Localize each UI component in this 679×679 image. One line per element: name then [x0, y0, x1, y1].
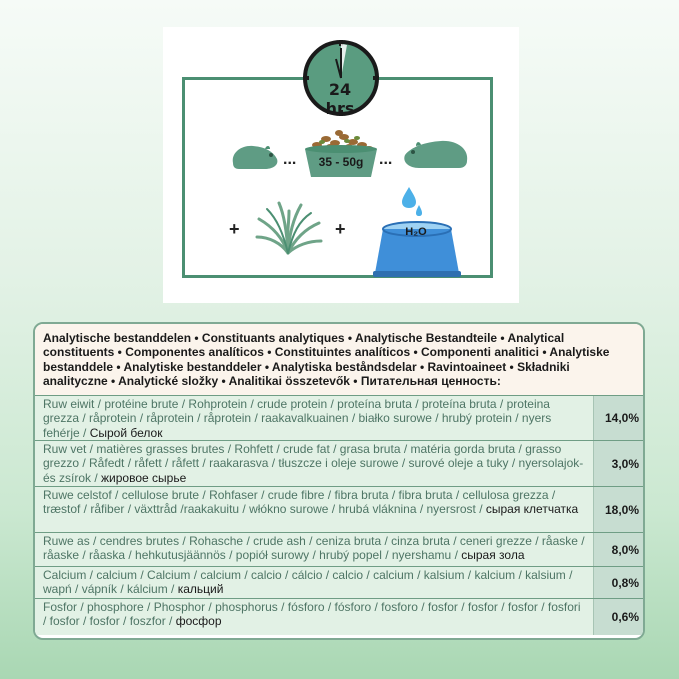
- row-value: 0,8%: [593, 567, 643, 598]
- plus-sign: +: [229, 219, 240, 239]
- row-value: 0,6%: [593, 599, 643, 635]
- row-label-ru: жировое сырье: [101, 470, 187, 485]
- plus-sign: +: [335, 219, 346, 239]
- row-value: 14,0%: [593, 396, 643, 440]
- table-row: [35, 486, 643, 532]
- row-label: Ruwe celstof / cellulose brute / Rohfaser / crude fibre / fibra bruta / fibra bruta / cellulosa grezza / træstof / råfiber / växttråd /raakakuitu / włókno surowe / hrubá vláknina / nyersrost /: [43, 488, 556, 517]
- row-label-ru: Сырой белок: [89, 425, 163, 440]
- row-label-ru: кальций: [177, 582, 224, 597]
- row-value: 8,0%: [593, 533, 643, 566]
- table-row: [35, 598, 643, 635]
- table-row: [35, 395, 643, 440]
- analytical-constituents-table: [33, 322, 645, 640]
- table-row: [35, 532, 643, 566]
- row-value: 18,0%: [593, 487, 643, 532]
- row-label-ru: фосфор: [175, 614, 222, 629]
- row-label: Ruw vet / matières grasses brutes / Rohfett / crude fat / grasa bruta / matéria gorda bruta / grasso grezzo / Råfedt / råfett / råfett / raakarasva / tłuszcze i oleje surowe / surové oleje a tuky / nyersolajok- és zsírok /: [43, 442, 584, 485]
- row-label-ru: сырая клетчатка: [485, 502, 579, 517]
- feeding-guide-panel: [163, 27, 519, 303]
- row-label-ru: сырая зола: [461, 548, 525, 563]
- table-row: [35, 566, 643, 598]
- water-drop-icon: [402, 187, 416, 208]
- dots-right: ...: [379, 151, 393, 168]
- guinea-pig-icon: [229, 141, 281, 173]
- row-label: Fosfor / phosphore / Phosphor / phosphorus / fósforo / fósforo / fosforo / fosfor / fosfor / fosfor / fosfori / fosfor / fosfor / foszfor /: [43, 600, 581, 629]
- table-header: Analytische bestanddelen • Constituants analytiques • Analytische Bestandteile • Analytical constituents • Componentes analíticos • Constituintes analíticos • Componenti analitici • Analytiske bestanddele • Analytiske bestanddeler • Analytiska beståndsdelar • Ravintoaineet • Składniki analityczne • Analytické složky • Analitikai összetevők • Питательная ценность:: [35, 324, 643, 395]
- dots-left: ...: [283, 151, 297, 168]
- row-label: Ruw eiwit / protéine brute / Rohprotein / crude protein / proteína bruta / proteína bruta / proteina grezza / råprotein / råprotein / råprotein / raakavalkuainen / białko surowe / hrubý protein / nyers fehérje /: [43, 397, 552, 440]
- guinea-pig-icon: [399, 137, 471, 173]
- hay-icon: [253, 199, 323, 255]
- water-label: H₂O: [405, 226, 427, 238]
- time-label: 24 hrs: [325, 80, 355, 118]
- dose-label: 35 - 50g: [318, 155, 364, 169]
- row-label: Calcium / calcium / Calcium / calcium / calcio / cálcio / calcio / calcium / kalsium / kalcium / kalsium / wapń / vápník / kálcium /: [43, 568, 573, 597]
- row-value: 3,0%: [593, 441, 643, 486]
- table-row: [35, 440, 643, 486]
- row-label: Ruwe as / cendres brutes / Rohasche / crude ash / ceniza bruta / cinza bruta / ceneri grezze / råaske / råaske / råaska / hehkutusjäännös / popiół surowy / hrubý popel / nyershamu /: [43, 534, 585, 563]
